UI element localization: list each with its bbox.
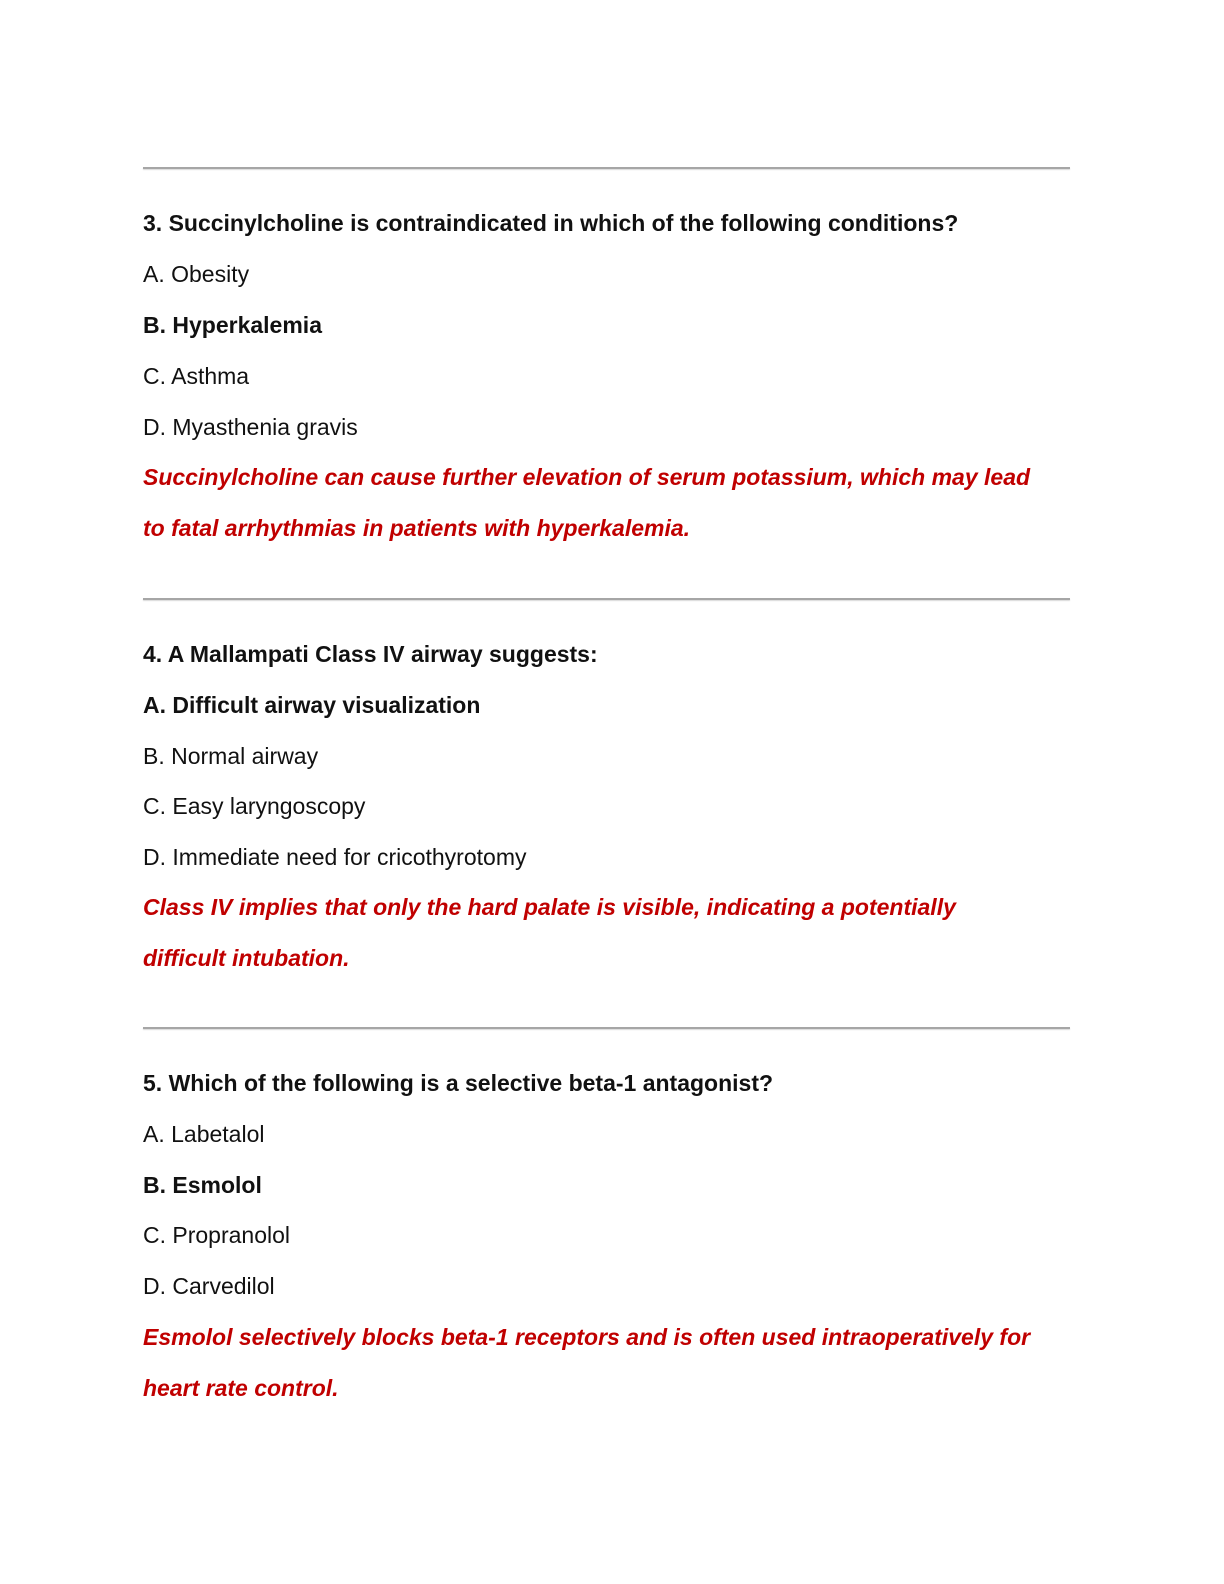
divider-rule	[143, 598, 1070, 600]
question-3-option-c: C. Asthma	[143, 363, 250, 389]
question-4-text: 4. A Mallampati Class IV airway suggests:	[143, 641, 598, 667]
question-4-option-d: D. Immediate need for cricothyrotomy	[143, 844, 527, 870]
question-5-option-c: C. Propranolol	[143, 1222, 291, 1248]
divider-rule	[143, 1027, 1070, 1029]
question-4-option-c: C. Easy laryngoscopy	[143, 793, 366, 819]
question-4-explanation-line-2: difficult intubation.	[143, 945, 350, 971]
question-5-explanation-line-2: heart rate control.	[143, 1375, 339, 1401]
question-4-option-b: B. Normal airway	[143, 743, 319, 769]
question-3-option-d: D. Myasthenia gravis	[143, 414, 358, 440]
question-3-option-b-correct: B. Hyperkalemia	[143, 312, 322, 338]
question-5-option-b-correct: B. Esmolol	[143, 1172, 262, 1198]
question-3-text: 3. Succinylcholine is contraindicated in which of the following conditions?	[143, 210, 959, 236]
question-5-explanation-line-1: Esmolol selectively blocks beta-1 receptors and is often used intraoperatively for	[143, 1324, 1031, 1350]
question-4-option-a-correct: A. Difficult airway visualization	[143, 692, 481, 718]
question-5-option-a: A. Labetalol	[143, 1121, 265, 1147]
divider-rule	[143, 167, 1070, 169]
question-3-explanation-line-1: Succinylcholine can cause further elevation of serum potassium, which may lead	[143, 464, 1031, 490]
question-3-explanation-line-2: to fatal arrhythmias in patients with hyperkalemia.	[143, 515, 691, 541]
question-5-text: 5. Which of the following is a selective beta-1 antagonist?	[143, 1070, 774, 1096]
question-4-explanation-line-1: Class IV implies that only the hard palate is visible, indicating a potentially	[143, 894, 956, 920]
question-5-option-d: D. Carvedilol	[143, 1273, 275, 1299]
question-3-option-a: A. Obesity	[143, 261, 250, 287]
